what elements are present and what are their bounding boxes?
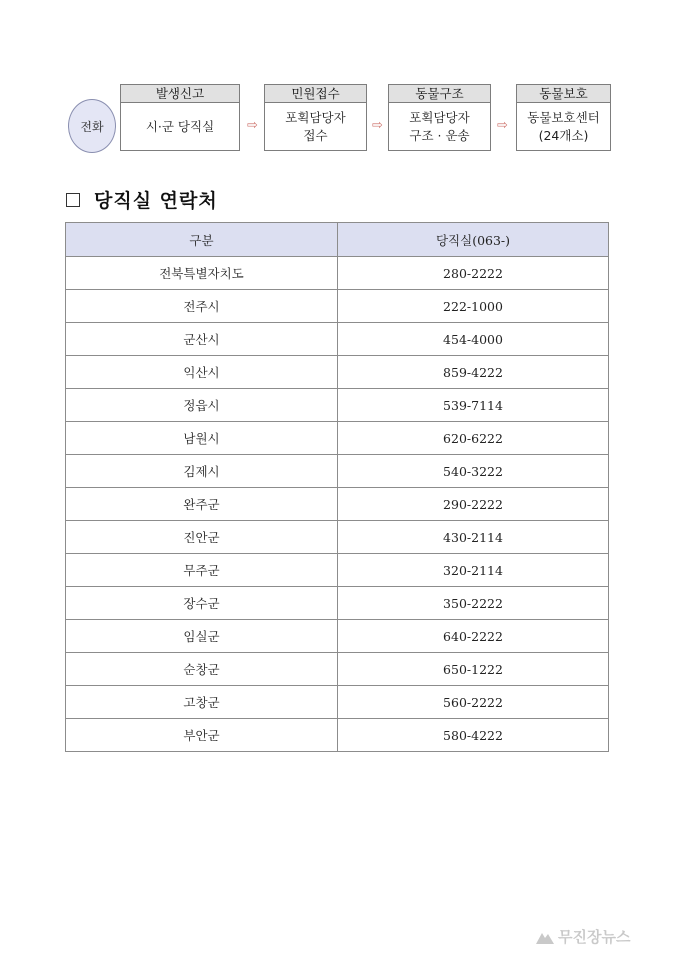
step-body-line: 접수 xyxy=(303,127,328,143)
step-header: 발생신고 xyxy=(120,84,240,102)
start-node-circle xyxy=(68,99,116,153)
table-row xyxy=(66,356,609,389)
step-header: 동물보호 xyxy=(516,84,611,102)
phone-cell: 320-2114 xyxy=(338,554,609,587)
region-cell: 남원시 xyxy=(66,422,338,455)
step-body-line: 포획담당자 xyxy=(409,109,470,125)
column-header-phone: 당직실(063-) xyxy=(338,223,609,257)
region-cell: 완주군 xyxy=(66,488,338,521)
region-cell: 군산시 xyxy=(66,323,338,356)
region-cell: 김제시 xyxy=(66,455,338,488)
region-cell: 정읍시 xyxy=(66,389,338,422)
table-row xyxy=(66,290,609,323)
step-rescue xyxy=(388,84,491,151)
table-row xyxy=(66,422,609,455)
contact-table xyxy=(65,222,609,752)
region-cell: 전주시 xyxy=(66,290,338,323)
mountain-logo-icon xyxy=(536,930,554,944)
region-cell: 전북특별자치도 xyxy=(66,257,338,290)
arrow-right-icon: ⇨ xyxy=(247,118,258,133)
region-cell: 무주군 xyxy=(66,554,338,587)
arrow-right-icon: ⇨ xyxy=(372,118,383,133)
table-row xyxy=(66,257,609,290)
column-header-division: 구분 xyxy=(66,223,338,257)
phone-cell: 222-1000 xyxy=(338,290,609,323)
region-cell: 장수군 xyxy=(66,587,338,620)
table-row xyxy=(66,389,609,422)
step-protect xyxy=(516,84,611,151)
phone-cell: 430-2114 xyxy=(338,521,609,554)
region-cell: 고창군 xyxy=(66,686,338,719)
phone-cell: 580-4222 xyxy=(338,719,609,752)
table-header-row xyxy=(66,223,609,257)
phone-cell: 640-2222 xyxy=(338,620,609,653)
region-cell: 순창군 xyxy=(66,653,338,686)
phone-cell: 350-2222 xyxy=(338,587,609,620)
section-heading xyxy=(66,186,218,213)
start-node-label: 전화 xyxy=(80,119,104,134)
table-row xyxy=(66,620,609,653)
phone-cell: 454-4000 xyxy=(338,323,609,356)
phone-cell: 539-7114 xyxy=(338,389,609,422)
table-row xyxy=(66,653,609,686)
table-row xyxy=(66,554,609,587)
step-body-line: 동물보호센터 xyxy=(527,109,600,125)
step-body-line: (24개소) xyxy=(538,127,589,143)
region-cell: 진안군 xyxy=(66,521,338,554)
phone-cell: 290-2222 xyxy=(338,488,609,521)
table-row xyxy=(66,323,609,356)
table-row xyxy=(66,719,609,752)
region-cell: 익산시 xyxy=(66,356,338,389)
square-bullet-icon xyxy=(66,193,80,207)
phone-cell: 560-2222 xyxy=(338,686,609,719)
phone-cell: 650-1222 xyxy=(338,653,609,686)
step-body-line: 시·군 당직실 xyxy=(145,118,215,134)
step-report xyxy=(120,84,240,151)
step-header: 동물구조 xyxy=(388,84,491,102)
table-row xyxy=(66,587,609,620)
step-receive xyxy=(264,84,367,151)
step-body-line: 구조 · 운송 xyxy=(409,127,470,143)
phone-cell: 540-3222 xyxy=(338,455,609,488)
phone-cell: 280-2222 xyxy=(338,257,609,290)
table-row xyxy=(66,686,609,719)
phone-cell: 859-4222 xyxy=(338,356,609,389)
watermark-text: 무진장뉴스 xyxy=(558,928,631,946)
table-row xyxy=(66,488,609,521)
arrow-right-icon: ⇨ xyxy=(497,118,508,133)
section-title: 당직실 연락처 xyxy=(94,190,218,212)
phone-cell: 620-6222 xyxy=(338,422,609,455)
watermark xyxy=(536,926,630,947)
region-cell: 부안군 xyxy=(66,719,338,752)
step-body-line: 포획담당자 xyxy=(285,109,346,125)
step-header: 민원접수 xyxy=(264,84,367,102)
table-row xyxy=(66,455,609,488)
table-row xyxy=(66,521,609,554)
region-cell: 임실군 xyxy=(66,620,338,653)
